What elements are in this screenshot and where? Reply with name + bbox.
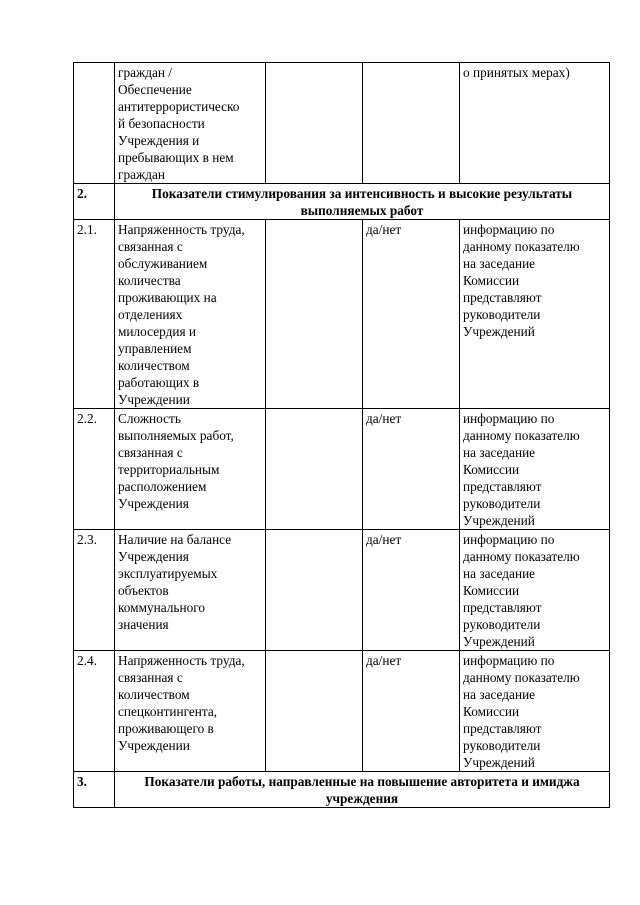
row-note: о принятых мерах) [460,63,610,184]
row-number: 2.1. [74,220,115,409]
row-number: 2.3. [74,530,115,651]
section-header-row [74,772,610,808]
row-name: Сложность выполняемых работ, связанная с территориальным расположением Учреждения [115,409,266,530]
table-row [74,409,610,530]
table-row [74,220,610,409]
row-number: 2.2. [74,409,115,530]
row-unit: да/нет [363,409,460,530]
row-value [266,409,363,530]
section-title: Показатели стимулирования за интенсивность и высокие результаты выполняемых работ [115,184,610,220]
section-number: 2. [74,184,115,220]
row-number: 2.4. [74,651,115,772]
row-unit: да/нет [363,651,460,772]
row-name: граждан / Обеспечение антитеррористическо й безопасности Учреждения и пребывающих в нем граждан [115,63,266,184]
section-title: Показатели работы, направленные на повышение авторитета и имиджа учреждения [115,772,610,808]
row-note: информацию по данному показателю на заседание Комиссии представляют руководители Учреждений [460,220,610,409]
row-unit: да/нет [363,220,460,409]
section-header-row [74,184,610,220]
row-name: Наличие на балансе Учреждения эксплуатируемых объектов коммунального значения [115,530,266,651]
row-value [266,651,363,772]
table-row [74,63,610,184]
row-unit [363,63,460,184]
row-note: информацию по данному показателю на заседание Комиссии представляют руководители Учреждений [460,651,610,772]
row-note: информацию по данному показателю на заседание Комиссии представляют руководители Учреждений [460,530,610,651]
row-unit: да/нет [363,530,460,651]
row-value [266,530,363,651]
criteria-table [73,62,610,808]
row-name: Напряженность труда, связанная с количеством спецконтингента, проживающего в Учреждении [115,651,266,772]
table-row [74,530,610,651]
row-number [74,63,115,184]
row-value [266,63,363,184]
table-row [74,651,610,772]
row-note: информацию по данному показателю на заседание Комиссии представляют руководители Учреждений [460,409,610,530]
row-value [266,220,363,409]
section-number: 3. [74,772,115,808]
row-name: Напряженность труда, связанная с обслуживанием количества проживающих на отделениях милосердия и управлением количеством работающих в Учреждении [115,220,266,409]
